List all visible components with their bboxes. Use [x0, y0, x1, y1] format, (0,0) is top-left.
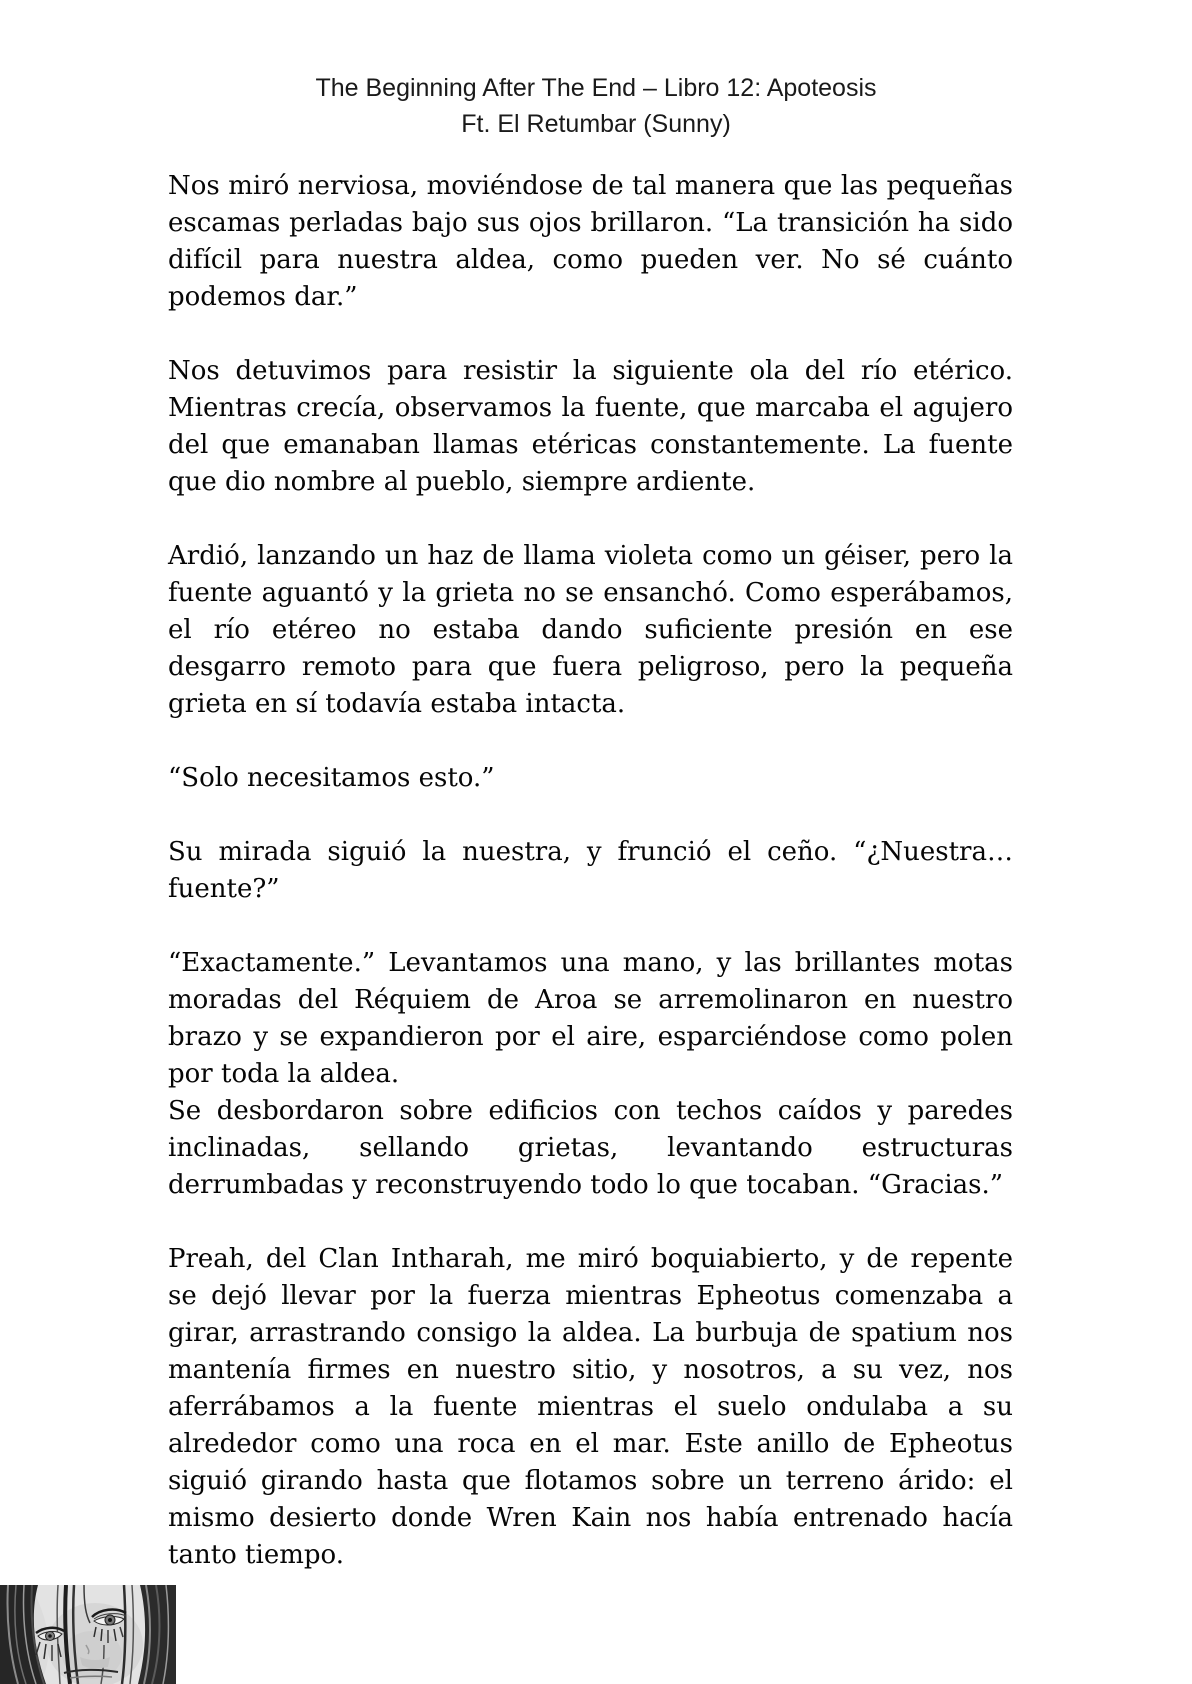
- page-subtitle: Ft. El Retumbar (Sunny): [461, 110, 731, 138]
- paragraph: “Exactamente.” Levantamos una mano, y las brillantes motas moradas del Réquiem de Aroa se arremolinaron en nuestro brazo y se expandieron por el aire, esparciéndose como polen por toda la aldea.: [168, 948, 1013, 1089]
- manga-face-drawing: [0, 1585, 176, 1684]
- paragraph: Su mirada siguió la nuestra, y frunció el ceño. “¿Nuestra… fuente?”: [168, 837, 1013, 904]
- paragraph: Nos miró nerviosa, moviéndose de tal manera que las pequeñas escamas perladas bajo sus ojos brillaron. “La transición ha sido difícil para nuestra aldea, como pueden ver. No sé cuánto podemos dar.”: [168, 171, 1013, 312]
- page-title: The Beginning After The End – Libro 12: Apoteosis: [315, 74, 877, 102]
- paragraph-quote: “Solo necesitamos esto.”: [168, 763, 495, 793]
- paragraph: Preah, del Clan Intharah, me miró boquiabierto, y de repente se dejó llevar por la fuerza mientras Epheotus comenzaba a girar, arrastrando consigo la aldea. La burbuja de spatium nos mantenía firmes en nuestro sitio, y nosotros, a su vez, nos aferrábamos a la fuente mientras el suelo ondulaba a su alrededor como una roca en el mar. Este anillo de Epheotus siguió girando hasta que flotamos sobre un terreno árido: el mismo desierto donde Wren Kain nos había entrenado hacía tanto tiempo.: [168, 1244, 1013, 1570]
- document-header: [0, 0, 1192, 142]
- paragraph: Nos detuvimos para resistir la siguiente ola del río etérico. Mientras crecía, observamos la fuente, que marcaba el agujero del que emanaban llamas etéricas constantemente. La fuente que dio nombre al pueblo, siempre ardiente.: [168, 356, 1013, 497]
- document-body: [168, 168, 1013, 1574]
- paragraph: Se desbordaron sobre edificios con techos caídos y paredes inclinadas, sellando grietas, levantando estructuras derrumbadas y reconstruyendo todo lo que tocaban. “Gracias.”: [168, 1096, 1013, 1200]
- paragraph: Ardió, lanzando un haz de llama violeta como un géiser, pero la fuente aguantó y la grieta no se ensanchó. Como esperábamos, el río etéreo no estaba dando suficiente presión en ese desgarro remoto para que fuera peligroso, pero la pequeña grieta en sí todavía estaba intacta.: [168, 541, 1013, 719]
- manga-face-image: [0, 1585, 176, 1684]
